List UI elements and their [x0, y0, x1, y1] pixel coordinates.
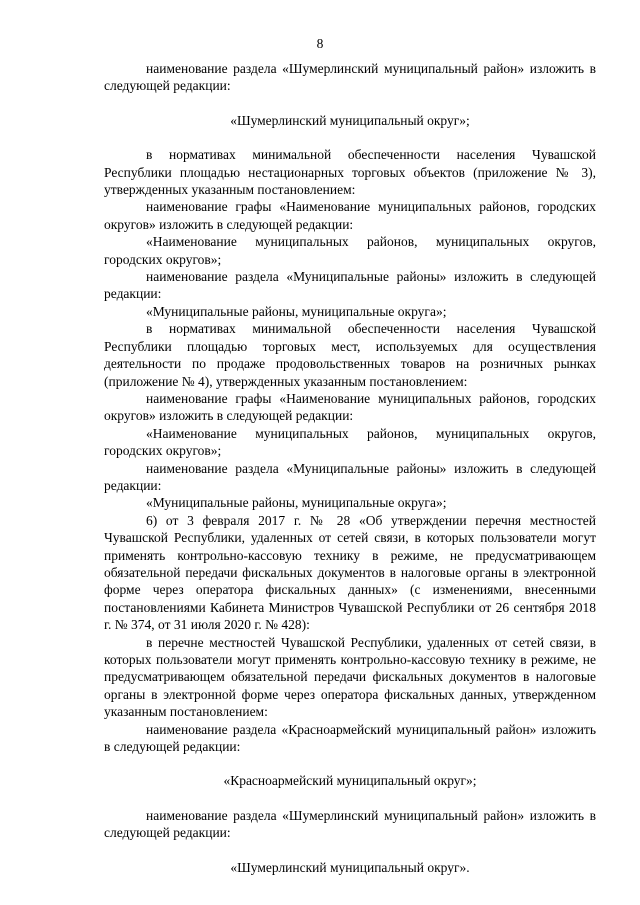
paragraph: «Муниципальные районы, муниципальные округа»;	[146, 495, 447, 511]
paragraph: наименование раздела «Шумерлинский муниципальный район» изложить в следующей редакции:	[104, 807, 596, 841]
paragraph: «Муниципальные районы, муниципальные округа»;	[146, 303, 447, 319]
page-number: 8	[316, 36, 324, 51]
quoted-heading: «Красноармейский муниципальный округ»;	[223, 773, 477, 789]
paragraph: наименование раздела «Красноармейский муниципальный район» изложить в следующей редакции:	[104, 721, 596, 755]
paragraph: наименование раздела «Муниципальные районы» изложить в следующей редакции:	[104, 269, 596, 302]
paragraph: 6) от 3 февраля 2017 г. № 28 «Об утверждении перечня местностей Чувашской Республики, удаленных от сетей связи, в которых пользователи могут применять контрольно-кассовую технику в режиме, не предусматривающем обязательной передачи фискальных документов в налоговые органы в электронной форме через оператора фискальных данных» (с изменениями, внесенными постановлениями Кабинета Министров Чувашской Республики от 26 сентября 2018 г. № 374, от 31 июля 2020 г. № 428):	[104, 512, 596, 633]
paragraph: в нормативах минимальной обеспеченности населения Чувашской Республики площадью торговых мест, используемых для осуществления деятельности по продаже продовольственных товаров на розничных рынках (приложение № 4), утвержденных указанным постановлением:	[104, 321, 596, 389]
document-body	[104, 60, 596, 876]
paragraph: «Наименование муниципальных районов, муниципальных округов, городских округов»;	[104, 234, 596, 267]
paragraph: наименование графы «Наименование муниципальных районов, городских округов» изложить в следующей редакции:	[104, 199, 596, 232]
paragraph: наименование раздела «Шумерлинский муниципальный район» изложить в следующей редакции:	[104, 61, 596, 94]
quoted-heading: «Шумерлинский муниципальный округ».	[230, 859, 470, 875]
quoted-heading: «Шумерлинский муниципальный округ»;	[230, 112, 470, 128]
paragraph: наименование раздела «Муниципальные районы» изложить в следующей редакции:	[104, 460, 596, 493]
paragraph: «Наименование муниципальных районов, муниципальных округов, городских округов»;	[104, 425, 596, 459]
paragraph: в нормативах минимальной обеспеченности населения Чувашской Республики площадью нестационарных торговых объектов (приложение № 3), утвержденных указанным постановлением:	[104, 147, 596, 198]
paragraph: наименование графы «Наименование муниципальных районов, городских округов» изложить в следующей редакции:	[104, 390, 596, 424]
paragraph: в перечне местностей Чувашской Республики, удаленных от сетей связи, в которых пользователи могут применять контрольно-кассовую технику в режиме, не предусматривающем обязательной передачи фискальных документов в налоговые органы в электронной форме через оператора фискальных данных, утвержденном указанным постановлением:	[104, 634, 596, 720]
